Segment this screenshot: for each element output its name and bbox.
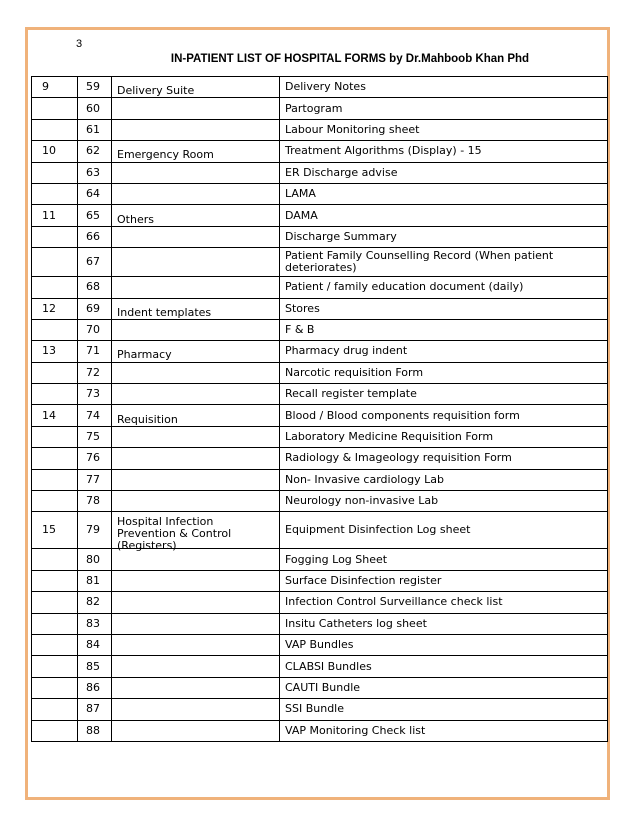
form-number-cell: 59 <box>78 77 112 98</box>
table-row <box>32 183 608 204</box>
table-row <box>32 362 608 383</box>
section-number-cell <box>32 448 78 469</box>
section-number-cell <box>32 426 78 447</box>
section-number-cell <box>32 613 78 634</box>
form-name-cell: Non- Invasive cardiology Lab <box>280 469 608 490</box>
section-number-cell <box>32 183 78 204</box>
section-number-cell: 14 <box>32 405 78 426</box>
form-name-cell: Recall register template <box>280 384 608 405</box>
table-row <box>32 248 608 277</box>
form-name-cell: Equipment Disinfection Log sheet <box>280 512 608 549</box>
form-number-cell: 66 <box>78 226 112 247</box>
section-name-cell <box>112 183 280 204</box>
section-name-cell <box>112 298 280 319</box>
section-number-cell: 12 <box>32 298 78 319</box>
section-number-cell <box>32 634 78 655</box>
form-name-cell: VAP Monitoring Check list <box>280 720 608 741</box>
table-row <box>32 298 608 319</box>
table-row <box>32 469 608 490</box>
section-number-cell <box>32 592 78 613</box>
section-name-cell <box>112 77 280 98</box>
table-row <box>32 205 608 226</box>
table-row <box>32 405 608 426</box>
table-row <box>32 384 608 405</box>
form-name-cell: Discharge Summary <box>280 226 608 247</box>
form-number-cell: 65 <box>78 205 112 226</box>
section-number-cell: 11 <box>32 205 78 226</box>
form-name-cell: Blood / Blood components requisition form <box>280 405 608 426</box>
form-number-cell: 88 <box>78 720 112 741</box>
section-number-cell <box>32 119 78 140</box>
table-row <box>32 699 608 720</box>
form-number-cell: 62 <box>78 141 112 162</box>
table-row <box>32 98 608 119</box>
section-name-cell <box>112 512 280 553</box>
form-number-cell: 64 <box>78 183 112 204</box>
forms-table <box>31 76 608 742</box>
form-name-cell: F & B <box>280 319 608 340</box>
form-number-cell: 63 <box>78 162 112 183</box>
table-row <box>32 634 608 655</box>
section-number-cell <box>32 98 78 119</box>
form-number-cell: 72 <box>78 362 112 383</box>
form-number-cell: 61 <box>78 119 112 140</box>
form-number-cell: 60 <box>78 98 112 119</box>
table-row <box>32 720 608 741</box>
page-number: 3 <box>76 38 83 50</box>
section-number-cell <box>32 248 78 277</box>
section-name-cell <box>112 162 280 183</box>
section-name-cell <box>112 656 280 677</box>
section-number-cell: 13 <box>32 341 78 362</box>
form-number-cell: 69 <box>78 298 112 319</box>
section-number-cell <box>32 549 78 570</box>
section-number-cell <box>32 699 78 720</box>
section-name-cell <box>112 634 280 655</box>
form-name-cell: Patient Family Counselling Record (When patient deteriorates) <box>280 248 608 277</box>
section-name-cell <box>112 384 280 405</box>
table-row <box>32 141 608 162</box>
form-number-cell: 73 <box>78 384 112 405</box>
form-number-cell: 86 <box>78 677 112 698</box>
form-name-cell: Neurology non-invasive Lab <box>280 491 608 512</box>
section-name-text: Requisition <box>117 412 178 426</box>
form-name-cell: Insitu Catheters log sheet <box>280 613 608 634</box>
table-row <box>32 319 608 340</box>
section-number-cell <box>32 362 78 383</box>
form-number-cell: 87 <box>78 699 112 720</box>
section-name-text: Delivery Suite <box>117 84 195 98</box>
section-number-cell <box>32 277 78 298</box>
section-number-cell: 10 <box>32 141 78 162</box>
section-name-cell <box>112 592 280 613</box>
table-row <box>32 426 608 447</box>
section-name-cell <box>112 319 280 340</box>
form-name-cell: Treatment Algorithms (Display) - 15 <box>280 141 608 162</box>
table-row <box>32 448 608 469</box>
form-name-cell: Laboratory Medicine Requisition Form <box>280 426 608 447</box>
section-number-cell <box>32 384 78 405</box>
section-name-cell <box>112 699 280 720</box>
section-number-cell: 15 <box>32 512 78 549</box>
form-number-cell: 83 <box>78 613 112 634</box>
section-name-cell <box>112 570 280 591</box>
section-name-text: Emergency Room <box>117 148 214 162</box>
form-name-cell: Delivery Notes <box>280 77 608 98</box>
section-name-cell <box>112 205 280 226</box>
table-row <box>32 570 608 591</box>
section-name-cell <box>112 720 280 741</box>
table-row <box>32 226 608 247</box>
section-name-cell <box>112 141 280 162</box>
section-name-cell <box>112 613 280 634</box>
document-title: IN-PATIENT LIST OF HOSPITAL FORMS by Dr.Mahboob Khan Phd <box>170 53 530 65</box>
section-number-cell <box>32 720 78 741</box>
section-number-cell <box>32 162 78 183</box>
section-number-cell: 9 <box>32 77 78 98</box>
form-name-cell: Surface Disinfection register <box>280 570 608 591</box>
section-number-cell <box>32 656 78 677</box>
section-name-text: Pharmacy <box>117 348 172 362</box>
form-name-cell: Partogram <box>280 98 608 119</box>
section-name-text: Indent templates <box>117 305 212 319</box>
section-name-cell <box>112 341 280 362</box>
form-number-cell: 68 <box>78 277 112 298</box>
table-row <box>32 656 608 677</box>
section-name-cell <box>112 362 280 383</box>
section-name-cell <box>112 491 280 512</box>
form-number-cell: 71 <box>78 341 112 362</box>
form-number-cell: 80 <box>78 549 112 570</box>
form-number-cell: 76 <box>78 448 112 469</box>
section-name-cell <box>112 226 280 247</box>
section-name-cell <box>112 119 280 140</box>
table-row <box>32 677 608 698</box>
form-name-cell: Fogging Log Sheet <box>280 549 608 570</box>
section-name-text: Others <box>117 212 154 226</box>
form-number-cell: 79 <box>78 512 112 549</box>
section-number-cell <box>32 226 78 247</box>
form-name-cell: CLABSI Bundles <box>280 656 608 677</box>
form-number-cell: 75 <box>78 426 112 447</box>
table-row <box>32 119 608 140</box>
form-name-cell: SSI Bundle <box>280 699 608 720</box>
form-name-cell: Pharmacy drug indent <box>280 341 608 362</box>
section-name-cell <box>112 405 280 426</box>
form-name-cell: ER Discharge advise <box>280 162 608 183</box>
section-name-cell <box>112 277 280 298</box>
form-number-cell: 74 <box>78 405 112 426</box>
section-name-cell <box>112 426 280 447</box>
table-row <box>32 592 608 613</box>
form-name-cell: LAMA <box>280 183 608 204</box>
section-number-cell <box>32 491 78 512</box>
table-row <box>32 512 608 549</box>
table-row <box>32 613 608 634</box>
section-name-cell <box>112 248 280 277</box>
form-name-cell: Patient / family education document (daily) <box>280 277 608 298</box>
section-name-cell <box>112 448 280 469</box>
section-name-text: Hospital Infection Prevention & Control (Registers) <box>117 515 232 553</box>
form-number-cell: 70 <box>78 319 112 340</box>
form-number-cell: 84 <box>78 634 112 655</box>
section-number-cell <box>32 469 78 490</box>
section-number-cell <box>32 319 78 340</box>
form-name-cell: CAUTI Bundle <box>280 677 608 698</box>
form-name-cell: Labour Monitoring sheet <box>280 119 608 140</box>
forms-table-body <box>32 77 608 742</box>
section-number-cell <box>32 677 78 698</box>
form-number-cell: 67 <box>78 248 112 277</box>
table-row <box>32 491 608 512</box>
form-name-cell: Infection Control Surveillance check list <box>280 592 608 613</box>
table-row <box>32 77 608 98</box>
form-name-cell: Narcotic requisition Form <box>280 362 608 383</box>
form-name-cell: Radiology & Imageology requisition Form <box>280 448 608 469</box>
form-number-cell: 78 <box>78 491 112 512</box>
section-name-cell <box>112 469 280 490</box>
section-name-cell <box>112 677 280 698</box>
form-number-cell: 81 <box>78 570 112 591</box>
form-name-cell: DAMA <box>280 205 608 226</box>
form-name-cell: VAP Bundles <box>280 634 608 655</box>
table-row <box>32 277 608 298</box>
form-number-cell: 77 <box>78 469 112 490</box>
section-name-cell <box>112 98 280 119</box>
table-row <box>32 341 608 362</box>
table-row <box>32 162 608 183</box>
form-number-cell: 85 <box>78 656 112 677</box>
section-number-cell <box>32 570 78 591</box>
form-name-cell: Stores <box>280 298 608 319</box>
form-number-cell: 82 <box>78 592 112 613</box>
